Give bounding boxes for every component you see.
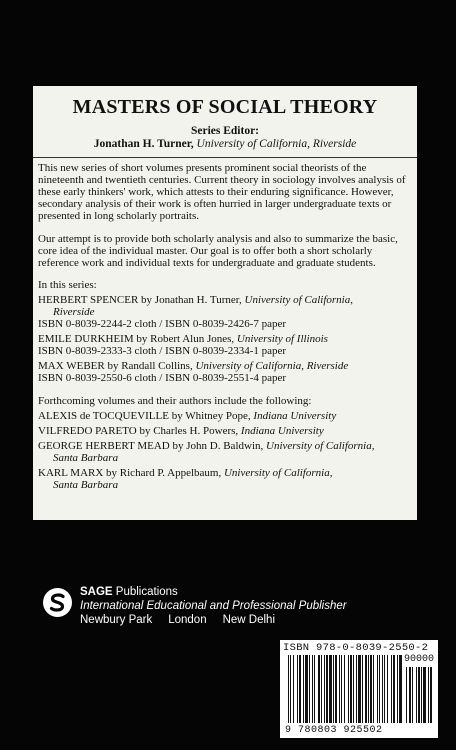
barcode-addon-bar (421, 667, 422, 723)
entry-affiliation-cont: Riverside (53, 306, 95, 318)
entry-author-line (38, 360, 411, 372)
editor-affiliation: University of California, Riverside (196, 138, 357, 150)
barcode-bar (297, 655, 298, 723)
entry-author-line (38, 410, 411, 422)
editor-name: Jonathan H. Turner, (93, 138, 194, 150)
series-editor (33, 138, 417, 151)
divider (33, 157, 417, 158)
publisher-cities (80, 613, 347, 627)
series-list (38, 294, 411, 384)
barcode-bar (335, 655, 337, 723)
publisher-tagline: International Educational and Professional Publisher (80, 600, 347, 612)
barcode-digits: 9 780803 925502 (285, 725, 383, 736)
barcode-bar (353, 655, 354, 723)
sage-logo-icon (43, 588, 72, 617)
barcode-bar (341, 655, 342, 723)
entry-author-line (38, 294, 411, 306)
publisher-name-bold: SAGE (80, 586, 113, 598)
barcode-bars (288, 655, 433, 725)
barcode-addon-bar (412, 667, 413, 723)
series-entry (38, 294, 411, 330)
city: Newbury Park (80, 614, 153, 626)
barcode-bar (321, 655, 322, 723)
barcode-bar (290, 655, 291, 723)
barcode-addon-bar (423, 667, 426, 723)
entry-author: VILFREDO PARETO by Charles H. Powers, (38, 425, 241, 437)
forthcoming-label: Forthcoming volumes and their authors include the following: (38, 395, 312, 407)
entry-author-line (38, 425, 411, 437)
entry-author-line (38, 467, 411, 479)
entry-isbn: ISBN 0-8039-2333-3 cloth / ISBN 0-8039-2334-1 paper (38, 345, 287, 357)
barcode-bar (293, 655, 294, 723)
entry-affiliation: University of California, (223, 467, 333, 479)
barcode (280, 640, 438, 738)
publisher-name-rest: Publications (112, 586, 178, 598)
series-editor-label: Series Editor: (190, 125, 260, 137)
entry-author: EMILE DURKHEIM by Robert Alun Jones, (38, 333, 237, 345)
barcode-bar (344, 655, 345, 723)
barcode-bar (397, 655, 398, 723)
barcode-bar (391, 655, 392, 723)
entry-author-line (38, 440, 411, 452)
barcode-bar (288, 655, 289, 723)
barcode-bar (299, 655, 301, 723)
barcode-bar (368, 655, 369, 723)
barcode-addon-bar (418, 667, 420, 723)
barcode-addon: 90000 (404, 654, 435, 665)
entry-isbn: ISBN 0-8039-2244-2 cloth / ISBN 0-8039-2426-7 paper (38, 318, 287, 330)
entry-affiliation-cont: Santa Barbara (53, 452, 119, 464)
barcode-bar (333, 655, 334, 723)
entry-affiliation: University of California, (266, 440, 375, 452)
barcode-bar (303, 655, 304, 723)
barcode-bar (329, 655, 332, 723)
barcode-bar (314, 655, 315, 723)
barcode-bar (382, 655, 383, 723)
barcode-bar (370, 655, 372, 723)
series-entry (38, 467, 411, 491)
series-entry (38, 410, 411, 422)
series-entry (38, 333, 411, 357)
entry-author: GEORGE HERBERT MEAD by John D. Baldwin, (38, 440, 266, 452)
barcode-bar (305, 655, 308, 723)
entry-affiliation: Indiana University (240, 425, 324, 437)
forthcoming-list (38, 410, 411, 491)
barcode-addon-bar (428, 667, 429, 723)
entry-isbn: ISBN 0-8039-2550-6 cloth / ISBN 0-8039-2551-4 paper (38, 372, 287, 384)
entry-author: MAX WEBER by Randall Collins, (38, 360, 196, 372)
entry-affiliation: University of California, (244, 294, 353, 306)
entry-affiliation: University of Illinois (236, 333, 328, 345)
series-entry (38, 360, 411, 384)
barcode-addon-bar (409, 667, 411, 723)
publisher-name (80, 585, 347, 599)
description-paragraph: This new series of short volumes presents prominent social theorists of the nineteenth and twentieth centuries. Current theory in sociology involves analysis of these early thinkers' work, which attests to their enduring significance. However, secondary analysis of their work is often hurried in larger undergraduate texts or presented in long scholarly portraits. (38, 162, 406, 222)
barcode-bar (387, 655, 388, 723)
entry-author: HERBERT SPENCER by Jonathan H. Turner, (38, 294, 245, 306)
panel-body (33, 162, 417, 491)
panel-header (33, 86, 417, 151)
barcode-bar (312, 655, 313, 723)
entry-author: ALEXIS de TOCQUEVILLE by Whitney Pope, (38, 410, 254, 422)
entry-affiliation-cont: Santa Barbara (53, 479, 119, 491)
barcode-bar (326, 655, 328, 723)
barcode-bar (318, 655, 320, 723)
publisher-block (80, 585, 347, 627)
barcode-isbn: ISBN 978-0-8039-2550-2 (283, 642, 429, 654)
barcode-bar (309, 655, 310, 723)
series-entry (38, 425, 411, 437)
in-series-label: In this series: (38, 279, 97, 291)
barcode-bar (393, 655, 395, 723)
series-title: MASTERS OF SOCIAL THEORY (72, 96, 378, 118)
description-paragraph: Our attempt is to provide both scholarly analysis and also to summarize the basic, core idea of the individual master. Our goal is to offer both a short scholarly reference work and individual texts for undergraduate and graduate students. (38, 233, 398, 269)
entry-author: KARL MARX by Richard P. Appelbaum, (38, 467, 224, 479)
city: London (168, 614, 207, 626)
back-cover-panel (33, 86, 417, 520)
entry-affiliation: University of California, Riverside (195, 360, 349, 372)
barcode-bar (362, 655, 363, 723)
barcode-addon-bar (416, 667, 417, 723)
entry-author-line (38, 333, 411, 345)
barcode-bar (358, 655, 361, 723)
barcode-bar (384, 655, 385, 723)
barcode-bar (399, 655, 402, 723)
barcode-addon-bar (406, 667, 407, 723)
barcode-bar (373, 655, 374, 723)
barcode-bar (356, 655, 357, 723)
barcode-bar (324, 655, 325, 723)
barcode-bar (379, 655, 380, 723)
series-entry (38, 440, 411, 464)
entry-affiliation: Indiana University (253, 410, 337, 422)
barcode-bar (377, 655, 378, 723)
barcode-addon-bar (430, 667, 432, 723)
barcode-bar (348, 655, 349, 723)
barcode-bar (339, 655, 340, 723)
city: New Delhi (222, 614, 276, 626)
barcode-bar (365, 655, 367, 723)
barcode-bar (350, 655, 352, 723)
